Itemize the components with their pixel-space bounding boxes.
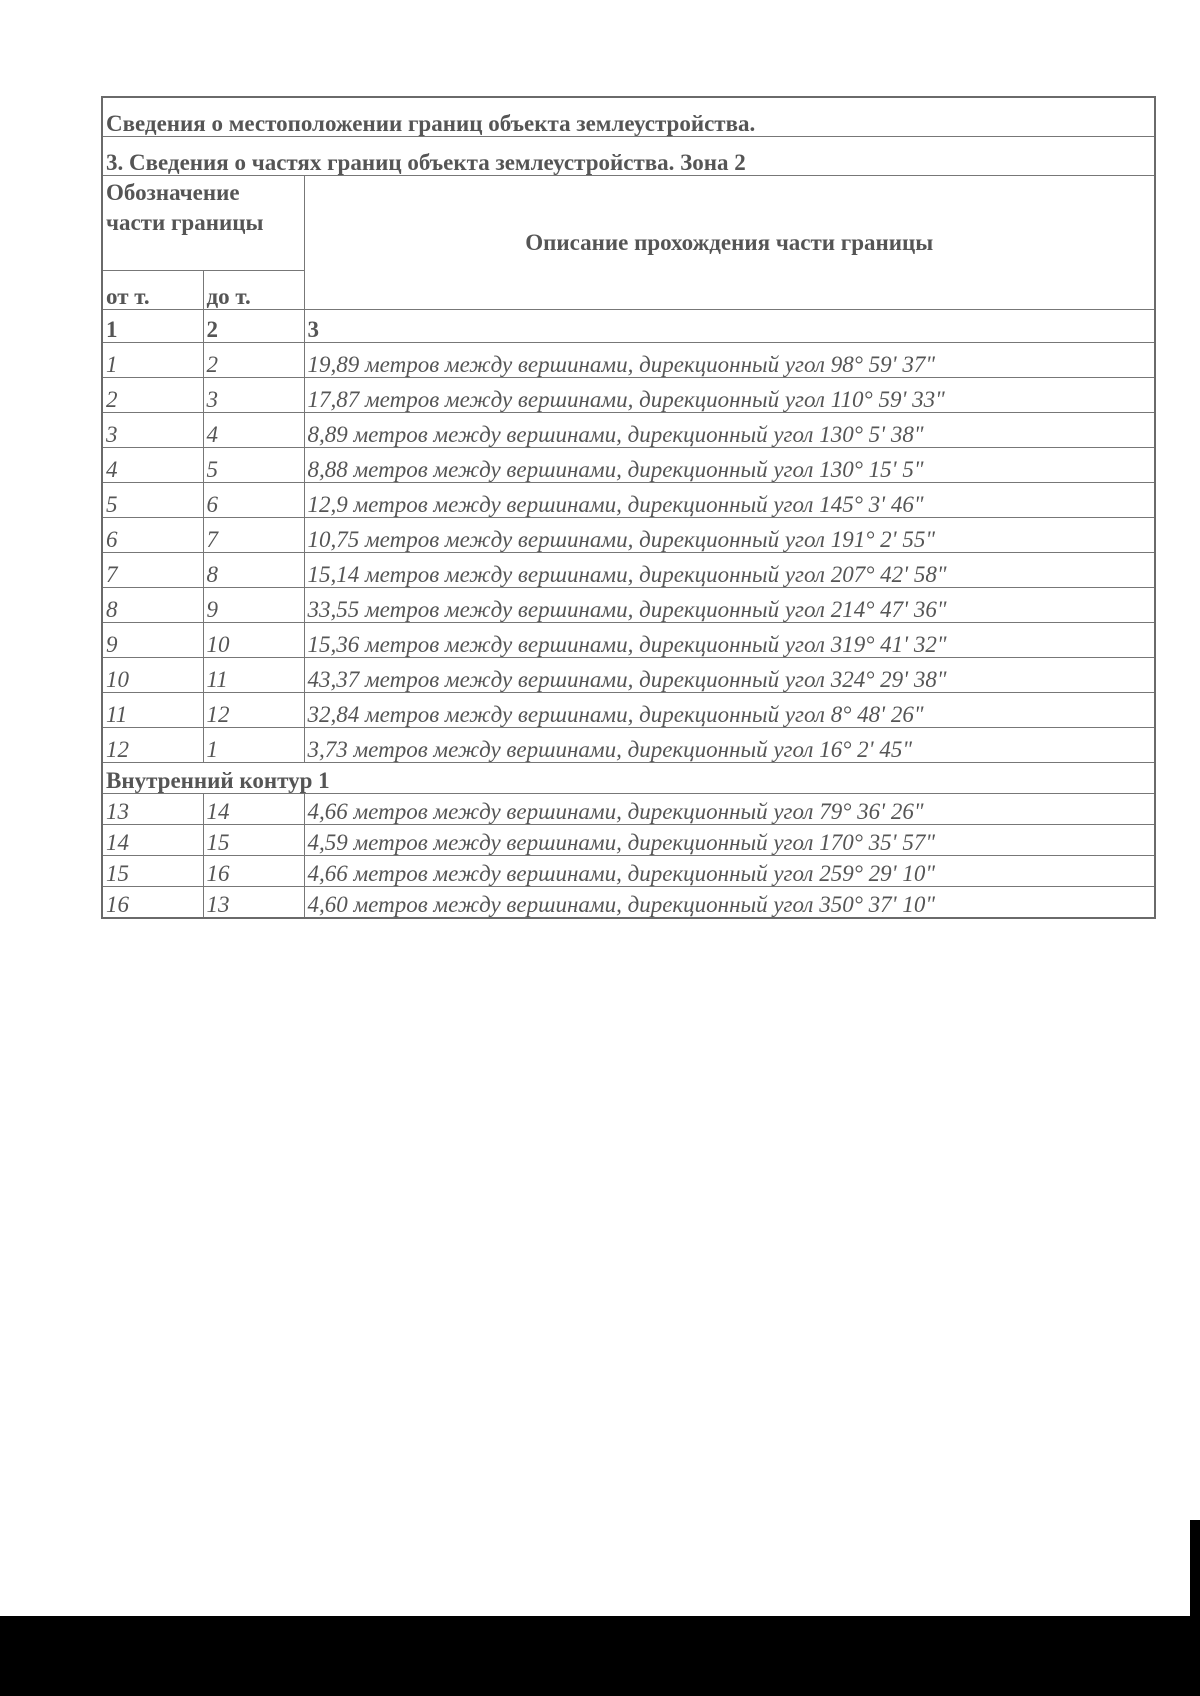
header-row <box>102 176 1155 271</box>
designation-header: Обозначение части границы <box>102 176 304 271</box>
scan-edge-bottom <box>0 1616 1200 1696</box>
scan-edge-right <box>1190 1520 1200 1620</box>
to-point: 8 <box>203 553 304 588</box>
table-row <box>102 483 1155 518</box>
table-row <box>102 794 1155 825</box>
table-row <box>102 448 1155 483</box>
from-point: 6 <box>102 518 203 553</box>
from-point: 10 <box>102 658 203 693</box>
segment-description: 15,36 метров между вершинами, дирекционный угол 319° 41' 32" <box>304 623 1155 658</box>
from-point: 3 <box>102 413 203 448</box>
from-point: 7 <box>102 553 203 588</box>
segment-description: 3,73 метров между вершинами, дирекционный угол 16° 2' 45" <box>304 728 1155 763</box>
from-point: 5 <box>102 483 203 518</box>
table-row <box>102 825 1155 856</box>
to-point: 15 <box>203 825 304 856</box>
from-point: 11 <box>102 693 203 728</box>
segment-description: 4,66 метров между вершинами, дирекционный угол 259° 29' 10" <box>304 856 1155 887</box>
segment-description: 19,89 метров между вершинами, дирекционный угол 98° 59' 37" <box>304 343 1155 378</box>
to-point: 3 <box>203 378 304 413</box>
to-point: 10 <box>203 623 304 658</box>
from-point: 9 <box>102 623 203 658</box>
inner-contour-label: Внутренний контур 1 <box>102 763 1155 794</box>
to-point: 5 <box>203 448 304 483</box>
section-row <box>102 137 1155 176</box>
column-number: 3 <box>304 310 1155 343</box>
from-point: 2 <box>102 378 203 413</box>
segment-description: 43,37 метров между вершинами, дирекционный угол 324° 29' 38" <box>304 658 1155 693</box>
document-title: Сведения о местоположении границ объекта землеустройства. <box>102 97 1155 137</box>
table-row <box>102 553 1155 588</box>
column-number: 1 <box>102 310 203 343</box>
from-point: 8 <box>102 588 203 623</box>
table-row <box>102 856 1155 887</box>
segment-description: 8,89 метров между вершинами, дирекционный угол 130° 5' 38" <box>304 413 1155 448</box>
table-row <box>102 378 1155 413</box>
table-row <box>102 658 1155 693</box>
table-row <box>102 623 1155 658</box>
to-point: 6 <box>203 483 304 518</box>
segment-description: 4,60 метров между вершинами, дирекционный угол 350° 37' 10" <box>304 887 1155 919</box>
to-point: 2 <box>203 343 304 378</box>
segment-description: 15,14 метров между вершинами, дирекционный угол 207° 42' 58" <box>304 553 1155 588</box>
from-point: 4 <box>102 448 203 483</box>
segment-description: 33,55 метров между вершинами, дирекционный угол 214° 47' 36" <box>304 588 1155 623</box>
to-point: 7 <box>203 518 304 553</box>
segment-description: 12,9 метров между вершинами, дирекционный угол 145° 3' 46" <box>304 483 1155 518</box>
to-point: 14 <box>203 794 304 825</box>
table-row <box>102 343 1155 378</box>
boundary-table <box>101 96 1156 919</box>
to-header: до т. <box>203 271 304 310</box>
from-header: от т. <box>102 271 203 310</box>
segment-description: 17,87 метров между вершинами, дирекционный угол 110° 59' 33" <box>304 378 1155 413</box>
from-point: 16 <box>102 887 203 919</box>
segment-description: 4,66 метров между вершинами, дирекционный угол 79° 36' 26" <box>304 794 1155 825</box>
table-row <box>102 518 1155 553</box>
to-point: 1 <box>203 728 304 763</box>
table-row <box>102 693 1155 728</box>
to-point: 9 <box>203 588 304 623</box>
from-point: 15 <box>102 856 203 887</box>
table-row <box>102 728 1155 763</box>
segment-description: 32,84 метров между вершинами, дирекционный угол 8° 48' 26" <box>304 693 1155 728</box>
to-point: 13 <box>203 887 304 919</box>
table-row <box>102 887 1155 919</box>
description-header: Описание прохождения части границы <box>304 176 1155 310</box>
column-number: 2 <box>203 310 304 343</box>
segment-description: 4,59 метров между вершинами, дирекционный угол 170° 35' 57" <box>304 825 1155 856</box>
from-point: 14 <box>102 825 203 856</box>
table-row <box>102 413 1155 448</box>
segment-description: 10,75 метров между вершинами, дирекционный угол 191° 2' 55" <box>304 518 1155 553</box>
from-point: 12 <box>102 728 203 763</box>
inner-contour-row <box>102 763 1155 794</box>
to-point: 16 <box>203 856 304 887</box>
segment-description: 8,88 метров между вершинами, дирекционный угол 130° 15' 5" <box>304 448 1155 483</box>
from-point: 13 <box>102 794 203 825</box>
section-title: 3. Сведения о частях границ объекта землеустройства. Зона 2 <box>102 137 1155 176</box>
to-point: 11 <box>203 658 304 693</box>
to-point: 4 <box>203 413 304 448</box>
from-point: 1 <box>102 343 203 378</box>
column-numbers-row <box>102 310 1155 343</box>
to-point: 12 <box>203 693 304 728</box>
table-row <box>102 588 1155 623</box>
title-row <box>102 97 1155 137</box>
